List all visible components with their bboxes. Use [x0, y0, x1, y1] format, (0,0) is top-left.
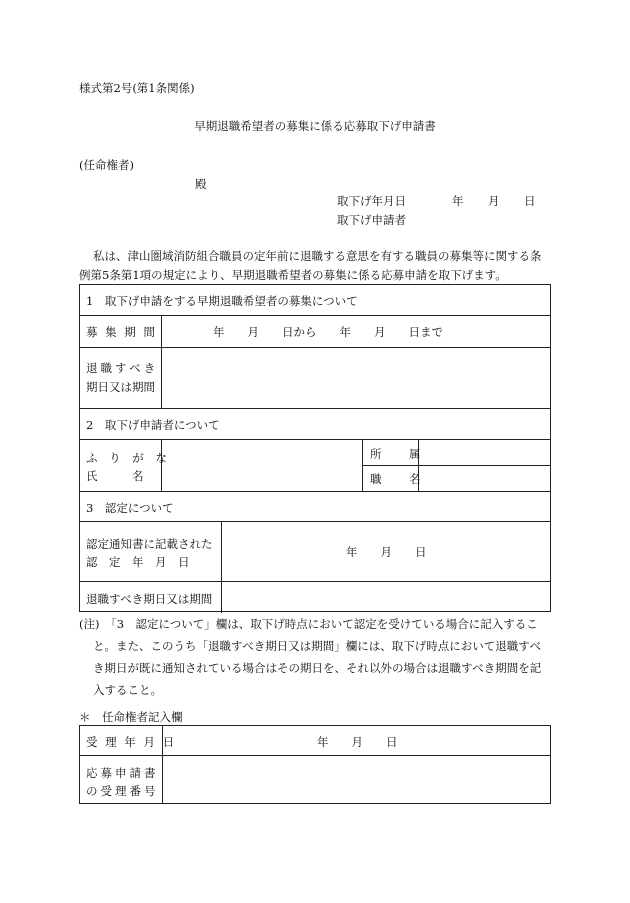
received-date-label: 受 理 年 月 日 — [86, 735, 177, 749]
notes-block — [79, 613, 559, 701]
applicant-label: 取下げ申請者 — [337, 213, 406, 227]
job-title-label: 職 名 — [370, 472, 429, 486]
period-value[interactable]: 年 月 日から 年 月 日まで — [213, 325, 443, 339]
honorific: 殿 — [195, 177, 207, 191]
application-form-table — [79, 284, 551, 612]
received-date-value[interactable]: 年 月 日 — [317, 735, 398, 749]
retire-label-line1: 退職すべき — [86, 361, 159, 375]
appointer-table — [79, 725, 551, 804]
section2-heading-row — [80, 408, 550, 439]
appointer-section-heading: ＊ 任命権者記入欄 — [79, 710, 183, 724]
furigana-label: ふ り が な — [86, 451, 171, 465]
period-label: 募 集 期 間 — [86, 325, 157, 339]
cert-label-line1: 認定通知書に記載された — [86, 537, 213, 551]
intro-line-1: 私は、津山圏域消防組合職員の定年前に退職する意思を有する職員の募集等に関する条 — [93, 249, 542, 263]
period-row — [80, 315, 550, 347]
withdraw-date-day: 日 — [524, 194, 536, 208]
applicant-row — [80, 439, 550, 491]
appointer-label: (任命権者) — [79, 158, 134, 172]
document-title: 早期退職希望者の募集に係る応募取下げ申請書 — [194, 119, 436, 133]
section3-heading: 3 認定について — [86, 501, 174, 515]
withdraw-date-month: 月 — [488, 194, 500, 208]
section2-heading: 2 取下げ申請者について — [86, 418, 220, 432]
cert-date-row — [80, 521, 550, 581]
note-line-4: 入すること。 — [93, 683, 162, 697]
withdraw-date-year: 年 — [452, 194, 464, 208]
note-line-1: (注) 「3 認定について」欄は、取下げ時点において認定を受けている場合に記入するこ — [79, 617, 538, 631]
retire-label-line2: 期日又は期間 — [86, 380, 155, 394]
note-line-2: と。また、このうち「退職すべき期日又は期間」欄には、取下げ時点において退職すべ — [93, 639, 542, 653]
cert-label-line2: 認 定 年 月 日 — [86, 555, 190, 569]
receipt-number-label-line1: 応募申請書 — [86, 766, 159, 780]
cert-retire-label: 退職すべき期日又は期間 — [86, 592, 213, 606]
form-number: 様式第2号(第1条関係) — [79, 81, 195, 95]
intro-line-2: 例第5条第1項の規定により、早期退職希望者の募集に係る応募申請を取下げます。 — [79, 268, 507, 282]
dept-label: 所 属 — [370, 447, 429, 461]
cert-retire-row — [80, 581, 550, 613]
name-label: 氏 名 — [86, 469, 144, 483]
section3-heading-row — [80, 491, 550, 521]
withdraw-date-label: 取下げ年月日 — [337, 194, 406, 208]
section1-heading: 1 取下げ申請をする早期退職希望者の募集について — [86, 294, 358, 308]
retire-date-row — [80, 347, 550, 408]
receipt-number-label-line2: の受理番号 — [86, 784, 159, 798]
cert-date-value[interactable]: 年 月 日 — [346, 545, 427, 559]
note-line-3: き期日が既に通知されている場合はその期日を、それ以外の場合は退職すべき期間を記 — [93, 661, 542, 675]
